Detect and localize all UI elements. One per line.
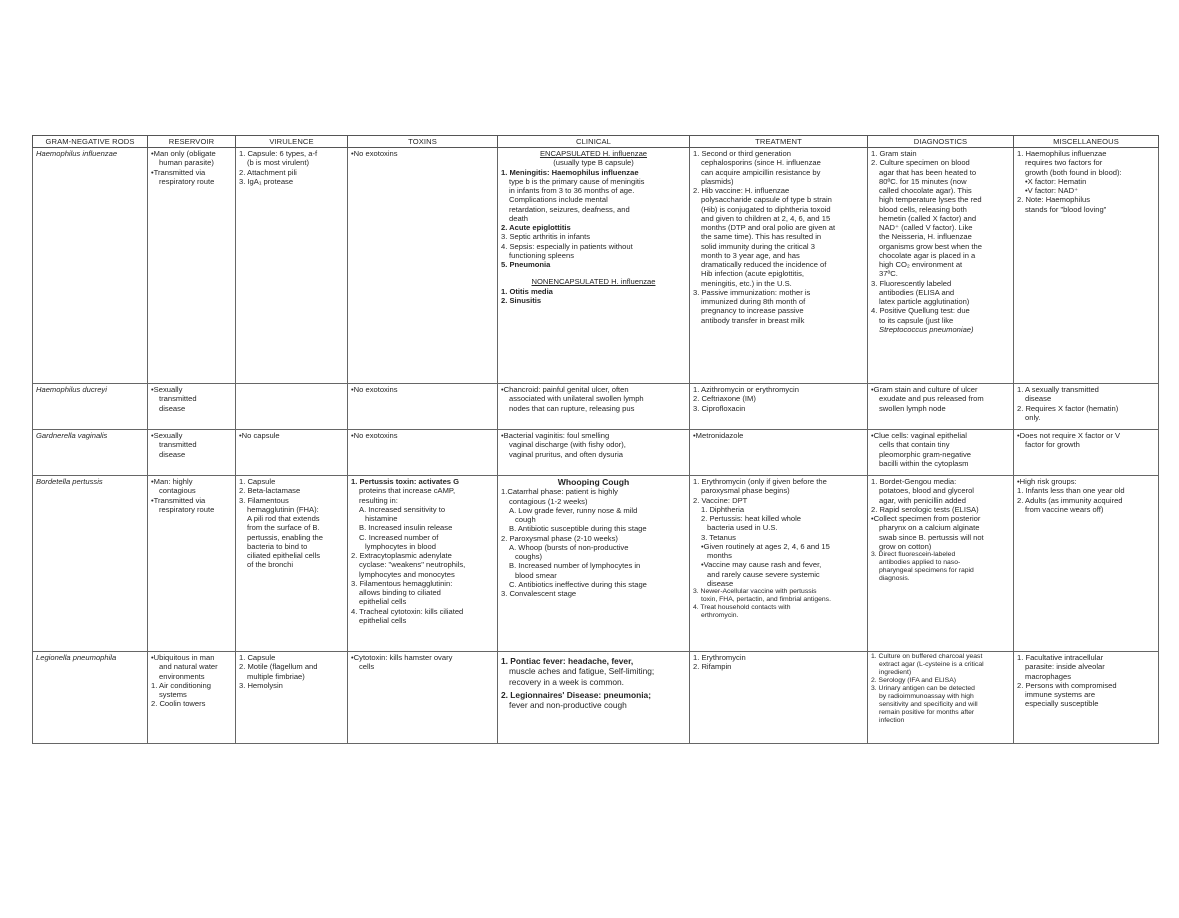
diagnostics-cell <box>868 476 1014 652</box>
text-line: only. <box>1025 412 1041 422</box>
text-line: months (DTP and oral polio are given at <box>701 223 836 232</box>
text-line: 3. Septic arthritis in infants <box>501 232 591 242</box>
text-line: chocolate agar is placed in a <box>879 250 976 260</box>
text-line: nodes that can rupture, releasing pus <box>509 403 635 413</box>
misc-cell <box>1014 476 1159 652</box>
text-line: cephalosporins (since H. influenzae <box>701 158 821 168</box>
text-line: high CO₂ environment at <box>879 260 963 269</box>
text-line: the same time). This has resulted in <box>701 232 822 242</box>
organism-cell: Gardnerella vaginalis <box>33 430 148 476</box>
text-line: 2. Paroxysmal phase (2-10 weeks) <box>501 533 618 543</box>
text-line: 3. IgA₁ protease <box>239 176 294 186</box>
text-line: 2. Motile (flagellum and <box>239 662 318 672</box>
subheading: ENCAPSULATED H. influenzae <box>539 149 648 158</box>
text-line: disease <box>159 403 186 413</box>
text-line: B. Antibiotic susceptible during this stage <box>509 524 647 534</box>
organism-cell: Bordetella pertussis <box>33 476 148 652</box>
text-line: A. Whoop (bursts of non-productive <box>509 542 629 552</box>
diagnostics-cell <box>868 384 1014 430</box>
text-line: contagious (1-2 weeks) <box>509 496 588 506</box>
text-line: 1. Air conditioning <box>151 680 211 690</box>
text-line: antibodies (ELISA and <box>879 287 955 297</box>
text-line: (Hib) is conjugated to diphtheria toxoid <box>701 204 831 214</box>
text-line: 2. Culture specimen on blood <box>871 158 970 168</box>
text-line: •Bacterial vaginitis: foul smelling <box>501 431 610 440</box>
subheading: Whooping Cough <box>557 477 630 487</box>
text-line: •Metronidazole <box>693 431 744 440</box>
text-line: cyclase: "weakens" neutrophils, <box>359 560 466 570</box>
text-line: •No exotoxins <box>351 149 398 158</box>
diagnostics-cell <box>868 148 1014 384</box>
text-line: •Chancroid: painful genital ulcer, often <box>501 385 629 394</box>
clinical-cell <box>498 476 690 652</box>
text-line: 1. Pertussis toxin: activates G <box>351 477 460 486</box>
text-line: hemagglutinin (FHA): <box>247 504 319 514</box>
table-row <box>33 148 1159 384</box>
text-line: Complications include mental <box>509 195 608 205</box>
text-line: 2. Ceftriaxone (IM) <box>693 394 756 404</box>
organism-cell: Haemophilus influenzae <box>33 148 148 384</box>
text-line: months <box>707 551 732 560</box>
text-line: immunized during 8th month of <box>701 297 806 306</box>
text-line: systems <box>159 690 187 699</box>
text-line: polysaccharide capsule of type b strain <box>701 195 832 205</box>
text-line: 3. Filamentous <box>239 495 289 505</box>
text-line: swollen lymph node <box>879 403 946 413</box>
text-line: A pili rod that extends <box>247 514 320 523</box>
text-line: 2. Legionnaires' Disease: pneumonia; <box>501 689 651 700</box>
text-line: transmitted <box>159 440 197 450</box>
text-line: factor for growth <box>1025 440 1080 450</box>
text-line: the Neisseria, H. influenzae <box>879 232 972 242</box>
text-line: NAD⁺ (called V factor). Like <box>879 223 973 232</box>
text-line: 2. Adults (as immunity acquired <box>1017 495 1123 505</box>
text-line: 2. Persons with compromised <box>1017 680 1117 690</box>
text-line: 1. Otitis media <box>501 286 553 296</box>
text-line: disease <box>1025 394 1052 404</box>
text-line: 3. Hemolysin <box>239 680 283 690</box>
clinical-cell <box>498 384 690 430</box>
text-line: 4. Tracheal cytotoxin: kills ciliated <box>351 606 464 616</box>
text-line: 1. Azithromycin or erythromycin <box>693 385 799 394</box>
text-line: •Does not require X factor or V <box>1017 431 1121 440</box>
table-row <box>33 476 1159 652</box>
text-line: •High risk groups: <box>1017 477 1077 486</box>
text-line: plasmids) <box>701 176 734 186</box>
text-line: 2. Beta-lactamase <box>239 486 301 496</box>
text-line: pregnancy to increase passive <box>701 306 804 316</box>
text-line: •Man: highly <box>151 477 193 486</box>
text-line: 1. Culture on buffered charcoal yeast <box>871 653 983 660</box>
text-line: •No exotoxins <box>351 431 398 440</box>
text-line: especially susceptible <box>1025 699 1099 709</box>
text-line: and rarely cause severe systemic <box>707 569 820 579</box>
text-line: and given to children at 2, 4, 6, and 15 <box>701 213 831 223</box>
text-line: (usually type B capsule) <box>553 158 634 168</box>
diagnostics-cell <box>868 652 1014 744</box>
header-miscellaneous: MISCELLANEOUS <box>1014 136 1159 148</box>
text-line: C. Increased number of <box>359 532 439 542</box>
text-line: human parasite) <box>159 158 214 168</box>
text-line: 2. Hib vaccine: H. influenzae <box>693 186 790 195</box>
treatment-cell <box>690 476 868 652</box>
text-line: epithelial cells <box>359 615 407 625</box>
text-line: 2. Coolin towers <box>151 699 206 709</box>
text-line: infection <box>879 717 905 725</box>
text-line: 1. Capsule <box>239 477 276 486</box>
text-line: 4. Treat household contacts with <box>693 604 791 612</box>
text-line: type b is the primary cause of meningitis <box>509 176 645 186</box>
header-treatment: TREATMENT <box>690 136 868 148</box>
header-organism: GRAM-NEGATIVE RODS <box>33 136 148 148</box>
text-line: environments <box>159 671 205 681</box>
text-line: •Man only (obligate <box>151 149 216 158</box>
text-line: cells <box>359 662 375 672</box>
text-line: 4. Sepsis: especially in patients without <box>501 241 633 251</box>
misc-cell <box>1014 652 1159 744</box>
text-line: solid immunity during the critical 3 <box>701 241 815 251</box>
text-line: •Given routinely at ages 2, 4, 6 and 15 <box>701 541 830 551</box>
text-line: 1. Second or third generation <box>693 149 791 158</box>
text-line: C. Antibiotics ineffective during this stage <box>509 579 647 589</box>
text-line: retardation, seizures, deafness, and <box>509 204 630 214</box>
text-line: •Gram stain and culture of ulcer <box>871 385 978 394</box>
text-line: of the bronchi <box>247 560 294 570</box>
text-line: functioning spleens <box>509 250 575 260</box>
text-line: muscle aches and fatigue, Self-limiting; <box>509 666 655 677</box>
text-line: macrophages <box>1025 671 1072 681</box>
text-line: latex particle agglutination) <box>879 297 970 306</box>
text-line: from the surface of B. <box>247 523 320 533</box>
reservoir-cell <box>148 430 236 476</box>
text-line: 2. Requires X factor (hematin) <box>1017 403 1119 413</box>
reservoir-cell <box>148 476 236 652</box>
text-line: 1. Infants less than one year old <box>1017 486 1125 496</box>
text-line: 3. Direct fluorescein-labeled <box>871 551 956 558</box>
text-line: grow on cotton) <box>879 541 932 551</box>
treatment-cell <box>690 148 868 384</box>
text-line: erthromycin. <box>701 612 739 620</box>
text-line: can acquire ampicillin resistance by <box>701 167 821 177</box>
text-line: A. Low grade fever, runny nose & mild <box>509 505 638 515</box>
table-header-row <box>33 136 1159 148</box>
table-row <box>33 384 1159 430</box>
text-line: 3. Urinary antigen can be detected <box>871 685 975 693</box>
text-line: and natural water <box>159 662 218 672</box>
text-line: lymphocytes and monocytes <box>359 569 455 579</box>
clinical-cell <box>498 430 690 476</box>
text-line: 1. Facultative intracellular <box>1017 653 1104 662</box>
text-line: high temperature lyses the red <box>879 195 982 205</box>
text-line: cells that contain tiny <box>879 440 950 450</box>
text-line: •Sexually <box>151 431 183 440</box>
text-line: 3. Tetanus <box>701 532 736 542</box>
text-line: 5. Pneumonia <box>501 260 551 269</box>
text-line: pleomorphic gram-negative <box>879 449 972 459</box>
text-line: bacilli within the cytoplasm <box>879 458 969 468</box>
text-line: 80ºC. for 15 minutes (now <box>879 176 967 186</box>
text-line: •No exotoxins <box>351 385 398 394</box>
text-line: swab since B. pertussis will not <box>879 532 984 542</box>
text-line: paroxysmal phase begins) <box>701 486 790 496</box>
text-line: by radioimmunoassay with high <box>879 693 974 701</box>
text-line: sensitivity and specificity and will <box>879 701 978 709</box>
text-line: epithelial cells <box>359 597 407 607</box>
text-line: A. Increased sensitivity to <box>359 504 446 514</box>
text-line: exudate and pus released from <box>879 394 984 404</box>
text-line: 2. Note: Haemophilus <box>1017 195 1091 205</box>
header-virulence: VIRULENCE <box>236 136 348 148</box>
text-line: called chocolate agar). This <box>879 186 972 195</box>
text-line: bacteria to bind to <box>247 541 308 551</box>
text-line: potatoes, blood and glycerol <box>879 486 974 496</box>
text-line: •Cytotoxin: kills hamster ovary <box>351 653 453 662</box>
text-line: 3. Fluorescently labeled <box>871 278 952 288</box>
text-line: recovery in a week is common. <box>509 676 624 687</box>
text-line: ciliated epithelial cells <box>247 551 321 560</box>
text-line: 3. Convalescent stage <box>501 589 577 599</box>
text-line: •Vaccine may cause rash and fever, <box>701 560 822 570</box>
virulence-cell <box>236 652 348 744</box>
text-line: •No capsule <box>239 431 280 440</box>
text-line: disease <box>707 578 734 588</box>
organism-cell: Haemophilus ducreyi <box>33 384 148 430</box>
table-row <box>33 652 1159 744</box>
text-line: respiratory route <box>159 176 215 186</box>
text-line: pharyngeal specimens for rapid <box>879 567 974 575</box>
gram-negative-rods-table <box>32 135 1159 744</box>
text-line: immune systems are <box>1025 690 1096 699</box>
text-line: contagious <box>159 486 196 496</box>
misc-cell <box>1014 148 1159 384</box>
text-line: disease <box>159 449 186 459</box>
text-line: •Collect specimen from posterior <box>871 514 981 523</box>
text-line: •X factor: Hematin <box>1025 176 1087 186</box>
text-line: 1. Bordet-Gengou media: <box>871 477 957 486</box>
text-line: stands for "blood loving" <box>1025 204 1107 214</box>
clinical-cell <box>498 148 690 384</box>
text-line: 2. Rifampin <box>693 662 732 672</box>
text-line: Streptococcus pneumoniae) <box>879 324 974 334</box>
text-line: in infants from 3 to 36 months of age. <box>509 186 635 195</box>
text-line: blood cells, releasing both <box>879 204 967 214</box>
text-line: remain positive for months after <box>879 709 975 717</box>
text-line: 2. Rapid serologic tests (ELISA) <box>871 504 979 514</box>
text-line: •Sexually <box>151 385 183 394</box>
toxins-cell <box>348 476 498 652</box>
treatment-cell <box>690 430 868 476</box>
text-line: •Ubiquitous in man <box>151 653 215 662</box>
text-line: 2. Sinusitis <box>501 295 542 305</box>
text-line: 4. Positive Quellung test: due <box>871 306 970 316</box>
text-line: 2. Vaccine: DPT <box>693 495 748 505</box>
text-line: growth (both found in blood): <box>1025 167 1122 177</box>
text-line: B. Increased number of lymphocytes in <box>509 561 641 571</box>
text-line: Hib infection (acute epiglottitis, <box>701 269 804 279</box>
text-line: 2. Acute epiglottitis <box>501 223 571 232</box>
text-line: parasite: inside alveolar <box>1025 662 1105 672</box>
text-line: dramatically reduced the incidence of <box>701 260 827 269</box>
text-line: requires two factors for <box>1025 158 1103 168</box>
text-line: vaginal pruritus, and often dysuria <box>509 449 623 459</box>
virulence-cell <box>236 430 348 476</box>
text-line: 3. Passive immunization: mother is <box>693 287 811 297</box>
text-line: fever and non-productive cough <box>509 700 627 710</box>
text-line: respiratory route <box>159 504 215 514</box>
text-line: allows binding to ciliated <box>359 588 441 597</box>
text-line: extract agar (L-cysteine is a critical <box>879 661 984 669</box>
text-line: blood smear <box>515 570 557 580</box>
table-row <box>33 430 1159 476</box>
text-line: resulting in: <box>359 495 398 505</box>
text-line: associated with unilateral swollen lymph <box>509 394 644 404</box>
text-line: hemetin (called X factor) and <box>879 213 977 223</box>
text-line: •Transmitted via <box>151 495 206 505</box>
text-line: 1. Capsule: 6 types, a-f <box>239 149 318 158</box>
text-line: 1. Erythromycin (only if given before the <box>693 477 827 486</box>
clinical-cell <box>498 652 690 744</box>
text-line: 1. Diphtheria <box>701 504 745 514</box>
text-line: coughs) <box>515 552 543 562</box>
text-line: 1. Pontiac fever: headache, fever, <box>501 656 634 666</box>
text-line: 3. Ciprofloxacin <box>693 403 746 413</box>
text-line: 2. Attachment pili <box>239 167 297 177</box>
text-line: 3. Newer-Acellular vaccine with pertussis <box>693 588 817 595</box>
organism-cell: Legionella pneumophila <box>33 652 148 744</box>
text-line: 1. Gram stain <box>871 149 917 158</box>
text-line: cough <box>515 515 536 525</box>
text-line: 1. A sexually transmitted <box>1017 385 1099 394</box>
text-line: vaginal discharge (with fishy odor), <box>509 440 626 450</box>
reservoir-cell <box>148 652 236 744</box>
treatment-cell <box>690 652 868 744</box>
header-toxins: TOXINS <box>348 136 498 148</box>
text-line: 1. Capsule <box>239 653 276 662</box>
reservoir-cell <box>148 384 236 430</box>
text-line: •Transmitted via <box>151 167 206 177</box>
virulence-cell <box>236 148 348 384</box>
text-line: toxin, FHA, pertactin, and fimbrial antigens. <box>701 596 831 604</box>
text-line: 2. Serology (IFA and ELISA) <box>871 677 957 685</box>
text-line: •V factor: NAD⁺ <box>1025 186 1079 195</box>
treatment-cell <box>690 384 868 430</box>
virulence-cell <box>236 384 348 430</box>
text-line: 2. Pertussis: heat killed whole <box>701 514 802 523</box>
text-line: month to 3 year age, and has <box>701 250 800 260</box>
text-line: ingredient) <box>879 669 912 677</box>
toxins-cell <box>348 384 498 430</box>
text-line: diagnosis. <box>879 575 910 583</box>
header-clinical: CLINICAL <box>498 136 690 148</box>
text-line: to its capsule (just like <box>879 315 954 325</box>
misc-cell <box>1014 430 1159 476</box>
toxins-cell <box>348 430 498 476</box>
text-line: organisms grow best when the <box>879 241 982 251</box>
toxins-cell <box>348 652 498 744</box>
text-line: bacteria used in U.S. <box>707 523 778 533</box>
header-reservoir: RESERVOIR <box>148 136 236 148</box>
text-line: from vaccine wears off) <box>1025 504 1104 514</box>
text-line: histamine <box>365 514 398 523</box>
text-line: proteins that increase cAMP, <box>359 486 456 496</box>
text-line: 1. Haemophilus influenzae <box>1017 149 1107 158</box>
diagnostics-cell <box>868 430 1014 476</box>
misc-cell <box>1014 384 1159 430</box>
text-line: antibody transfer in breast milk <box>701 315 805 325</box>
text-line: 37ºC. <box>879 269 898 279</box>
text-line: death <box>509 213 529 223</box>
text-line: B. Increased insulin release <box>359 523 453 533</box>
text-line: multiple fimbriae) <box>247 671 305 681</box>
text-line: 1. Erythromycin <box>693 653 746 662</box>
text-line: (b is most virulent) <box>247 158 310 168</box>
text-line: agar, with penicillin added <box>879 495 966 505</box>
header-diagnostics: DIAGNOSTICS <box>868 136 1014 148</box>
text-line: pharynx on a calcium alginate <box>879 523 980 533</box>
text-line: transmitted <box>159 394 197 404</box>
text-line: 1. Meningitis: Haemophilus influenzae <box>501 167 639 177</box>
reservoir-cell <box>148 148 236 384</box>
text-line: lymphocytes in blood <box>365 541 436 551</box>
toxins-cell <box>348 148 498 384</box>
virulence-cell <box>236 476 348 652</box>
text-line: 2. Extracytoplasmic adenylate <box>351 551 452 560</box>
text-line: pertussis, enabling the <box>247 532 323 542</box>
text-line: meningitis, etc.) in the U.S. <box>701 278 792 288</box>
text-line: 1.Catarrhal phase: patient is highly <box>501 487 618 497</box>
text-line: 3. Filamentous hemagglutinin: <box>351 578 453 588</box>
text-line: agar that has been heated to <box>879 167 977 177</box>
subheading: NONENCAPSULATED H. influenzae <box>531 277 656 287</box>
text-line: •Clue cells: vaginal epithelial <box>871 431 967 440</box>
text-line: antibodies applied to naso- <box>879 559 961 567</box>
